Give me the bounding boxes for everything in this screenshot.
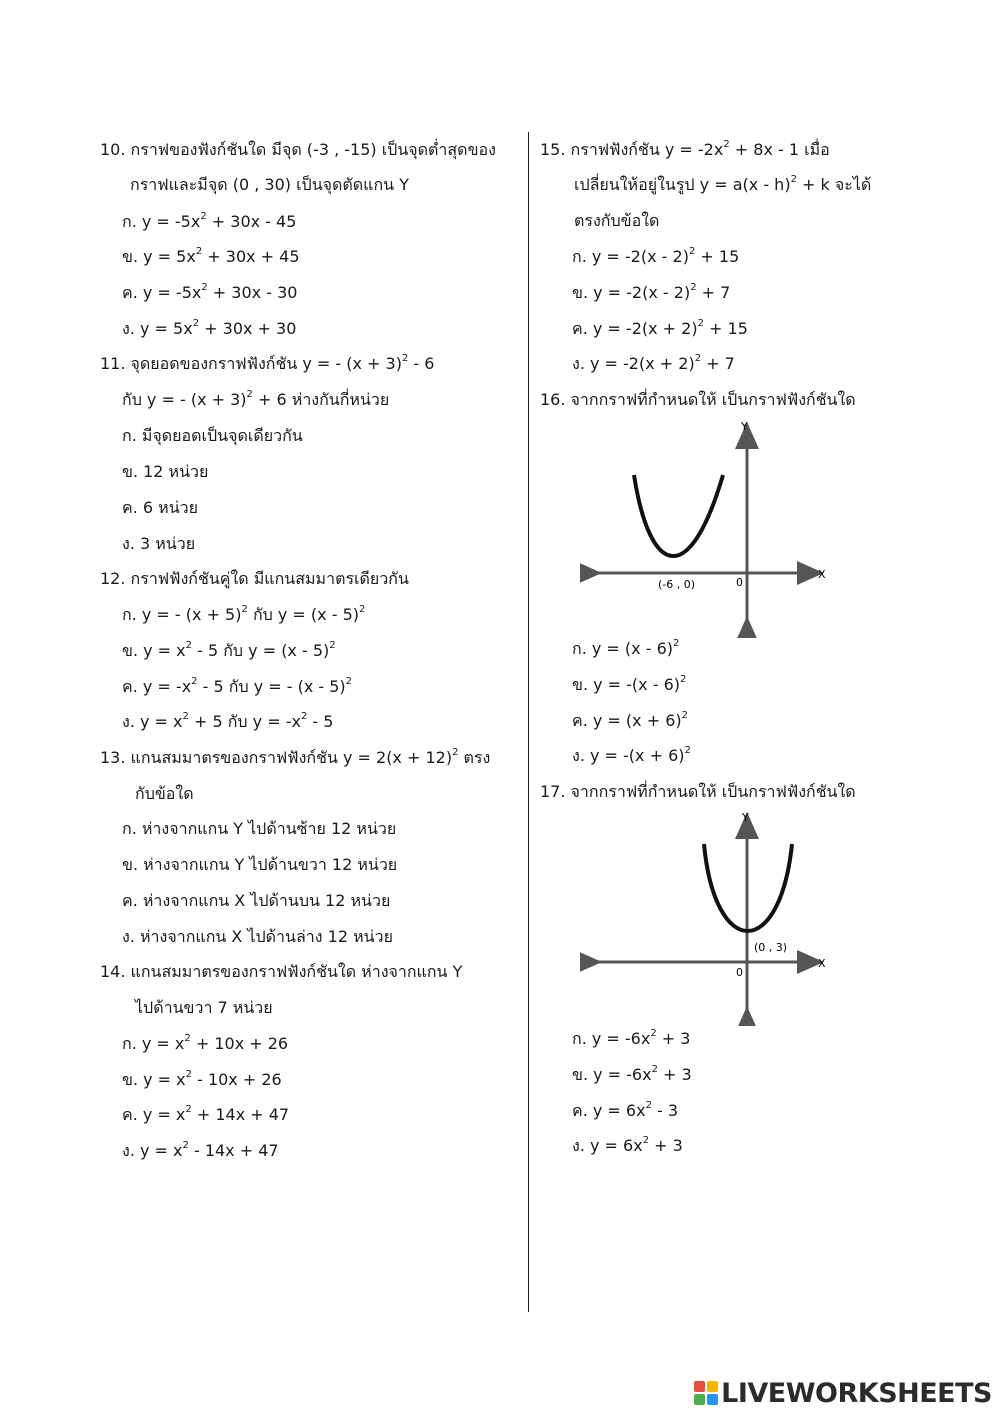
- q12-option-d[interactable]: ง. $y = x^2 + 5$ กับ $y = -x^2 - 5$: [122, 710, 334, 731]
- q13-stem-cont: กับข้อใด: [135, 784, 194, 803]
- q11-option-d[interactable]: ง. 3 หน่วย: [122, 534, 196, 553]
- q16-option-a[interactable]: ก. y = (x - 6)$^2$: [572, 637, 680, 658]
- q15-stem-cont: เปลี่ยนให้อยู่ในรูป y = a(x - h)$^2$ + k จะได้: [574, 173, 872, 194]
- vertex-label: (-6 , 0): [658, 578, 696, 591]
- q10-stem: 10. กราฟของฟังก์ชันใด มีจุด (-3 , -15) เป็นจุดต่ำสุดของ: [100, 140, 496, 159]
- y-axis-label: Y: [741, 420, 748, 433]
- q13-option-c[interactable]: ค. ห่างจากแกน X ไปด้านบน 12 หน่วย: [122, 891, 391, 910]
- parabola-curve: [634, 475, 723, 556]
- q15-option-b[interactable]: ข. y = -2(x - 2)$^2$ + 7: [572, 281, 731, 302]
- q14-option-d[interactable]: ง. $y = x^2 - 14x + 47$: [122, 1139, 279, 1160]
- q11-stem: 11. จุดยอดของกราฟฟังก์ชัน y = - $(x + 3)^2 - 6$: [100, 352, 435, 373]
- q12-option-c[interactable]: ค. $y = -x^2 - 5$ กับ y = - (x - 5)$^2$: [122, 675, 353, 696]
- logo-square-green: [694, 1394, 705, 1405]
- q16-option-b[interactable]: ข. y = -(x - 6)$^2$: [572, 673, 687, 694]
- q14-option-a[interactable]: ก. $y = x^2 + 10x + 26$: [122, 1032, 289, 1053]
- q12-option-b[interactable]: ข. $y = x^2 - 5$ กับ y = (x - 5)$^2$: [122, 639, 336, 660]
- logo-square-blue: [707, 1394, 718, 1405]
- q10-option-d[interactable]: ง. $y = 5x^2 + 30x + 30$: [122, 317, 297, 338]
- q15-stem-cont2: ตรงกับข้อใด: [574, 211, 660, 230]
- liveworksheets-logo-icon: [694, 1381, 718, 1405]
- x-axis-label: X: [818, 568, 826, 581]
- q15-option-a[interactable]: ก. y = -2(x - 2)$^2$ + 15: [572, 245, 740, 266]
- vertex-label: (0 , 3): [754, 941, 788, 954]
- q17-option-b[interactable]: ข. $y = -6x^2 + 3$: [572, 1063, 692, 1084]
- q13-option-a[interactable]: ก. ห่างจากแกน Y ไปด้านซ้าย 12 หน่วย: [122, 819, 397, 838]
- q15-stem: 15. กราฟฟังก์ชัน $y = -2x^2 + 8x - 1$ เมื่อ: [540, 138, 830, 159]
- liveworksheets-brand[interactable]: [694, 1378, 992, 1408]
- q13-option-d[interactable]: ง. ห่างจากแกน X ไปด้านล่าง 12 หน่วย: [122, 927, 393, 946]
- q17-parabola-graph: [580, 808, 840, 1026]
- q14-option-b[interactable]: ข. $y = x^2 - 10x + 26$: [122, 1068, 282, 1089]
- column-divider: [528, 132, 529, 1312]
- origin-label: 0: [736, 966, 743, 979]
- q17-option-a[interactable]: ก. $y = -6x^2 + 3$: [572, 1027, 691, 1048]
- y-axis-label: Y: [742, 811, 749, 824]
- q15-option-c[interactable]: ค. $y = -2(x + 2)^2 + 15$: [572, 317, 748, 338]
- origin-label: 0: [736, 576, 743, 589]
- q11-option-b[interactable]: ข. 12 หน่วย: [122, 462, 209, 481]
- q10-option-c[interactable]: ค. $y = -5x^2 + 30x - 30$: [122, 281, 298, 302]
- q16-option-c[interactable]: ค. $y = (x + 6)^2$: [572, 709, 689, 730]
- q11-option-a[interactable]: ก. มีจุดยอดเป็นจุดเดียวกัน: [122, 426, 303, 445]
- q14-option-c[interactable]: ค. $y = x^2 + 14x + 47$: [122, 1103, 290, 1124]
- q17-stem: 17. จากกราฟที่กำหนดให้ เป็นกราฟฟังก์ชันใด: [540, 782, 856, 801]
- q16-option-d[interactable]: ง. $y = -(x + 6)^2$: [572, 744, 691, 765]
- q14-stem-cont: ไปด้านขวา 7 หน่วย: [135, 998, 273, 1017]
- q11-stem-cont: กับ y = - $(x + 3)^2 + 6$ ห่างกันกี่หน่วย: [122, 388, 390, 409]
- logo-square-red: [694, 1381, 705, 1392]
- q13-stem: 13. แกนสมมาตรของกราฟฟังก์ชัน $y = 2(x + 12)^2$ ตรง: [100, 746, 491, 767]
- q10-stem-cont: กราฟและมีจุด (0 , 30) เป็นจุดตัดแกน Y: [130, 175, 409, 194]
- q15-option-d[interactable]: ง. $y = -2(x + 2)^2 + 7$: [572, 352, 735, 373]
- q13-option-b[interactable]: ข. ห่างจากแกน Y ไปด้านขวา 12 หน่วย: [122, 855, 398, 874]
- q16-parabola-graph: [580, 418, 840, 638]
- q17-option-d[interactable]: ง. $y = 6x^2 + 3$: [572, 1134, 683, 1155]
- q10-option-a[interactable]: ก. $y = -5x^2 + 30x - 45$: [122, 210, 297, 231]
- brand-name: LIVEWORKSHEETS: [721, 1377, 992, 1409]
- logo-square-yellow: [707, 1381, 718, 1392]
- q12-option-a[interactable]: ก. y = - $(x + 5)^2$ กับ y = (x - 5)$^2$: [122, 603, 366, 624]
- q12-stem: 12. กราฟฟังก์ชันคู่ใด มีแกนสมมาตรเดียวกัน: [100, 569, 409, 588]
- x-axis-label: X: [818, 957, 826, 970]
- q11-option-c[interactable]: ค. 6 หน่วย: [122, 498, 198, 517]
- q14-stem: 14. แกนสมมาตรของกราฟฟังก์ชันใด ห่างจากแกน Y: [100, 962, 463, 981]
- q10-option-b[interactable]: ข. $y = 5x^2 + 30x + 45$: [122, 245, 300, 266]
- q16-stem: 16. จากกราฟที่กำหนดให้ เป็นกราฟฟังก์ชันใด: [540, 390, 856, 409]
- q17-option-c[interactable]: ค. $y = 6x^2 - 3$: [572, 1099, 679, 1120]
